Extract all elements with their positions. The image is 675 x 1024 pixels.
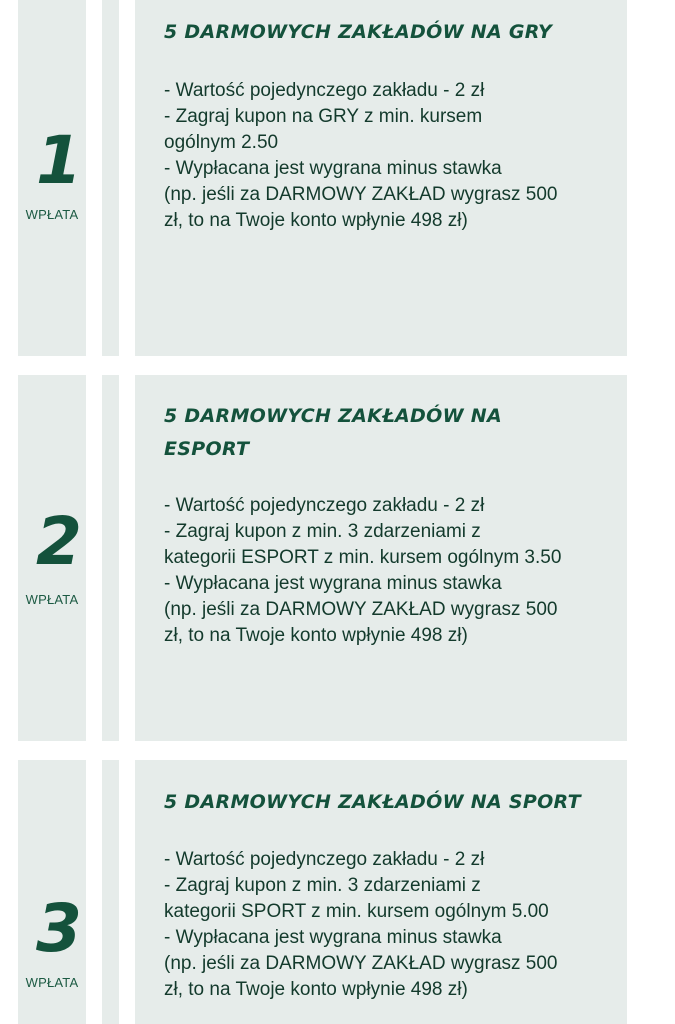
card-3-number: 3: [36, 890, 82, 967]
card-3-deposit-label: WPŁATA: [25, 975, 79, 990]
card-1-number: 1: [36, 122, 82, 199]
card-1-term-line: - Wypłacana jest wygrana minus stawka: [164, 158, 502, 179]
card-1-term-line: - Wartość pojedynczego zakładu - 2 zł: [164, 80, 485, 101]
card-1-terms: [164, 78, 614, 234]
card-3-term-line: kategorii SPORT z min. kursem ogólnym 5.00: [164, 901, 549, 922]
card-2-terms: [164, 493, 614, 649]
card-2-term-line: - Wypłacana jest wygrana minus stawka: [164, 573, 502, 594]
card-2-divider-strip: [102, 375, 119, 741]
card-2-term-line: - Zagraj kupon z min. 3 zdarzeniami z: [164, 521, 481, 542]
card-3-terms: [164, 847, 614, 1003]
card-3-term-line: - Zagraj kupon z min. 3 zdarzeniami z: [164, 875, 481, 896]
bonus-card-1: [0, 0, 675, 356]
card-2-number: 2: [36, 503, 82, 580]
card-2-title: 5 DARMOWYCH ZAKŁADÓW NA ESPORT: [164, 405, 502, 460]
card-3-term-line: - Wypłacana jest wygrana minus stawka: [164, 927, 502, 948]
card-2-term-line: (np. jeśli za DARMOWY ZAKŁAD wygrasz 500: [164, 599, 558, 620]
card-2-term-line: - Wartość pojedynczego zakładu - 2 zł: [164, 495, 485, 516]
card-3-title: 5 DARMOWYCH ZAKŁADÓW NA SPORT: [164, 791, 581, 813]
card-1-term-line: zł, to na Twoje konto wpłynie 498 zł): [164, 210, 468, 231]
card-1-divider-strip: [102, 0, 119, 356]
card-2-term-line: zł, to na Twoje konto wpłynie 498 zł): [164, 625, 468, 646]
card-1-term-line: (np. jeśli za DARMOWY ZAKŁAD wygrasz 500: [164, 184, 558, 205]
card-2-deposit-label: WPŁATA: [25, 592, 79, 607]
bonus-card-2: [0, 375, 675, 741]
card-1-term-line: ogólnym 2.50: [164, 132, 279, 153]
bonus-card-3: [0, 760, 675, 1024]
card-1-deposit-label: WPŁATA: [25, 207, 79, 222]
card-1-title: 5 DARMOWYCH ZAKŁADÓW NA GRY: [164, 21, 553, 43]
card-3-term-line: - Wartość pojedynczego zakładu - 2 zł: [164, 849, 485, 870]
card-3-divider-strip: [102, 760, 119, 1024]
card-1-term-line: - Zagraj kupon na GRY z min. kursem: [164, 106, 483, 127]
card-3-term-line: zł, to na Twoje konto wpłynie 498 zł): [164, 979, 468, 1000]
card-2-term-line: kategorii ESPORT z min. kursem ogólnym 3.50: [164, 547, 562, 568]
card-3-term-line: (np. jeśli za DARMOWY ZAKŁAD wygrasz 500: [164, 953, 558, 974]
